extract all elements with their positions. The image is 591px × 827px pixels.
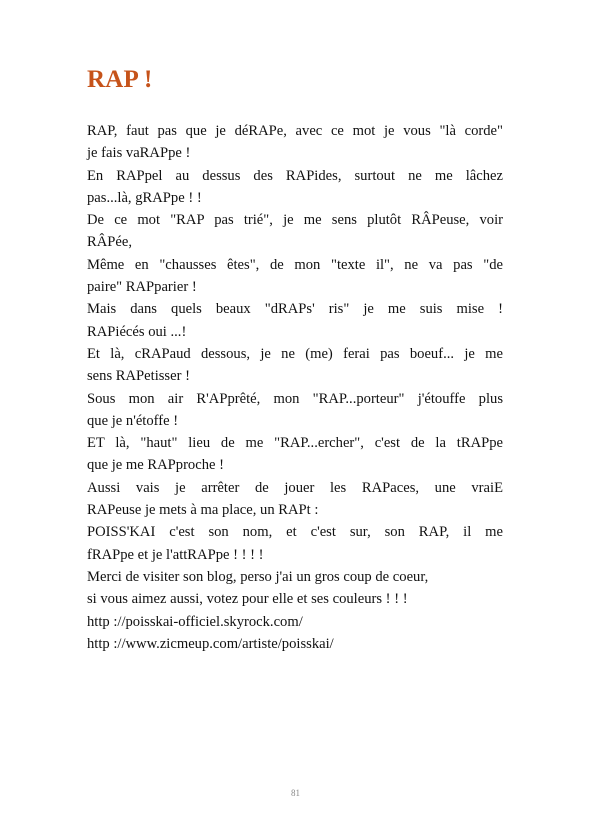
text-line-8: paire" RAPparier ! xyxy=(87,279,197,296)
text-line-12: sens RAPetisser ! xyxy=(87,368,190,385)
url-skyrock: http ://poisskai-officiel.skyrock.com/ xyxy=(87,613,303,630)
text-line-4: pas...là, gRAPpe ! ! xyxy=(87,189,202,206)
text-line-7: Même en "chausses êtes", de mon "texte il", ne va pas "de xyxy=(87,256,503,273)
text-line-2: je fais vaRAPpe ! xyxy=(87,145,191,162)
text-line-18: RAPeuse je mets à ma place, un RAPt : xyxy=(87,502,319,519)
text-line-1: RAP, faut pas que je déRAPe, avec ce mot je vous "là corde" xyxy=(87,123,503,139)
text-line-3: En RAPpel au dessus des RAPides, surtout ne me lâchez xyxy=(87,167,503,184)
text-line-9: Mais dans quels beaux "dRAPs' ris" je me suis mise ! xyxy=(87,301,503,318)
text-line-11: Et là, cRAPaud dessous, je ne (me) ferai pas boeuf... je me xyxy=(87,345,503,362)
text-line-6: RÂPée, xyxy=(87,234,132,251)
text-line-16: que je me RAPproche ! xyxy=(87,457,224,474)
text-line-22: si vous aimez aussi, votez pour elle et ses couleurs ! ! ! xyxy=(87,591,408,608)
text-line-20: fRAPpe et je l'attRAPpe ! ! ! ! xyxy=(87,546,264,563)
url-zicmeup: http ://www.zicmeup.com/artiste/poisskai/ xyxy=(87,635,334,652)
page-title: RAP ! xyxy=(87,66,153,93)
text-line-21: Merci de visiter son blog, perso j'ai un gros coup de coeur, xyxy=(87,568,429,585)
text-line-5: De ce mot "RAP pas trié", je me sens plutôt RÂPeuse, voir xyxy=(87,212,503,229)
text-line-14: que je n'étoffe ! xyxy=(87,412,179,429)
text-line-19: POISS'KAI c'est son nom, et c'est sur, son RAP, il me xyxy=(87,524,503,541)
poem-body xyxy=(87,120,503,655)
page-number: 81 xyxy=(291,788,300,798)
text-line-17: Aussi vais je arrêter de jouer les RAPaces, une vraiE xyxy=(87,479,503,496)
text-line-15: ET là, "haut" lieu de me "RAP...ercher", c'est de la tRAPpe xyxy=(87,435,503,452)
text-line-13: Sous mon air R'APprêté, mon "RAP...porteur" j'étouffe plus xyxy=(87,390,503,407)
text-line-10: RAPiécés oui ...! xyxy=(87,323,187,340)
